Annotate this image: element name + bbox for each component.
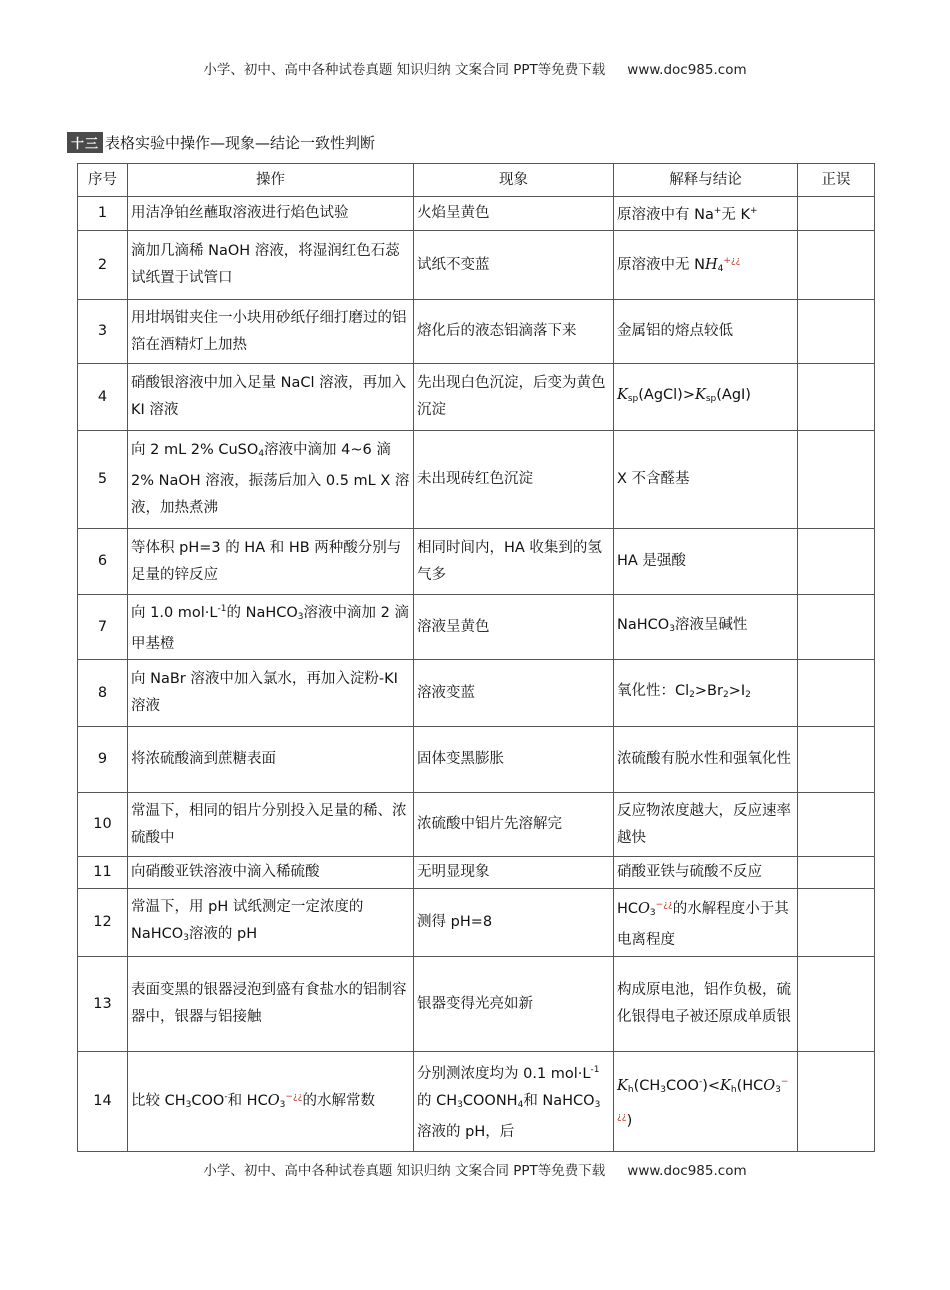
- col-header-conclusion: 解释与结论: [614, 164, 798, 197]
- table-row: [78, 857, 875, 889]
- phenomenon-cell: 溶液变蓝: [414, 660, 614, 727]
- phenomenon-cell: 试纸不变蓝: [414, 231, 614, 300]
- judgment-cell[interactable]: [798, 529, 875, 595]
- judgment-cell[interactable]: [798, 1052, 875, 1152]
- judgment-cell[interactable]: [798, 889, 875, 957]
- operation-cell: 常温下，相同的铝片分别投入足量的稀、浓硫酸中: [128, 793, 414, 857]
- operation-cell: 向硝酸亚铁溶液中滴入稀硫酸: [128, 857, 414, 889]
- col-header-no: 序号: [78, 164, 128, 197]
- operation-cell: 比较 $CH_3COO^-$和 $HCO_3^{-¿¿}$的水解常数: [128, 1052, 414, 1152]
- operation-cell: 用洁净铂丝蘸取溶液进行焰色试验: [128, 197, 414, 231]
- table-header-row: [78, 164, 875, 197]
- judgment-cell[interactable]: [798, 231, 875, 300]
- conclusion-cell: 氧化性：$Cl_2>Br_2>I_2$: [614, 660, 798, 727]
- conclusion-cell: 构成原电池，铝作负极，硫化银得电子被还原成单质银: [614, 957, 798, 1052]
- phenomenon-cell: 固体变黑膨胀: [414, 727, 614, 793]
- section-number-badge: 十三: [67, 132, 103, 153]
- judgment-cell[interactable]: [798, 431, 875, 529]
- conclusion-cell: $K_h(CH_3COO^-)<K_h(HCO_3^{-¿¿})$: [614, 1052, 798, 1152]
- table-row: [78, 889, 875, 957]
- phenomenon-cell: 无明显现象: [414, 857, 614, 889]
- operation-cell: 等体积 pH=3 的 HA 和 HB 两种酸分别与足量的锌反应: [128, 529, 414, 595]
- page-footer: [0, 1159, 950, 1179]
- row-number: 1: [78, 197, 128, 231]
- table-row: [78, 231, 875, 300]
- header-site-link[interactable]: www.doc985.com: [627, 62, 747, 78]
- table-row: [78, 364, 875, 431]
- row-number: 11: [78, 857, 128, 889]
- operation-cell: 将浓硫酸滴到蔗糖表面: [128, 727, 414, 793]
- phenomenon-cell: 未出现砖红色沉淀: [414, 431, 614, 529]
- conclusion-cell: 原溶液中无 $NH_4^{+¿¿}$: [614, 231, 798, 300]
- table-row: [78, 529, 875, 595]
- judgment-cell[interactable]: [798, 364, 875, 431]
- experiment-table: [77, 163, 875, 1152]
- table-row: [78, 197, 875, 231]
- phenomenon-cell: 溶液呈黄色: [414, 595, 614, 660]
- conclusion-cell: HA 是强酸: [614, 529, 798, 595]
- row-number: 6: [78, 529, 128, 595]
- operation-cell: 常温下，用 pH 试纸测定一定浓度的 NaHCO$_3$溶液的 pH: [128, 889, 414, 957]
- judgment-cell[interactable]: [798, 595, 875, 660]
- operation-cell: 滴加几滴稀 NaOH 溶液，将湿润红色石蕊试纸置于试管口: [128, 231, 414, 300]
- col-header-phenomenon: 现象: [414, 164, 614, 197]
- conclusion-cell: 金属铝的熔点较低: [614, 300, 798, 364]
- operation-cell: 向 1.0 $mol\cdot L^{-1}$的 NaHCO$_3$溶液中滴加 2 滴甲基橙: [128, 595, 414, 660]
- conclusion-cell: 反应物浓度越大，反应速率越快: [614, 793, 798, 857]
- row-number: 3: [78, 300, 128, 364]
- header-text: 小学、初中、高中各种试卷真题 知识归纳 文案合同 PPT等免费下载: [203, 62, 606, 78]
- table-row: [78, 300, 875, 364]
- row-number: 14: [78, 1052, 128, 1152]
- operation-cell: 用坩埚钳夹住一小块用砂纸仔细打磨过的铝箔在酒精灯上加热: [128, 300, 414, 364]
- footer-site-link[interactable]: www.doc985.com: [627, 1163, 747, 1179]
- section-title: [67, 131, 375, 153]
- operation-cell: 表面变黑的银器浸泡到盛有食盐水的铝制容器中，银器与铝接触: [128, 957, 414, 1052]
- phenomenon-cell: 浓硫酸中铝片先溶解完: [414, 793, 614, 857]
- conclusion-cell: 浓硫酸有脱水性和强氧化性: [614, 727, 798, 793]
- page-header: [0, 58, 950, 78]
- row-number: 8: [78, 660, 128, 727]
- phenomenon-cell: 熔化后的液态铝滴落下来: [414, 300, 614, 364]
- phenomenon-cell: 先出现白色沉淀，后变为黄色沉淀: [414, 364, 614, 431]
- row-number: 10: [78, 793, 128, 857]
- operation-cell: 向 2 mL 2% CuSO$_4$溶液中滴加 4~6 滴 2% NaOH 溶液，振荡后加入 0.5 mL X 溶液，加热煮沸: [128, 431, 414, 529]
- section-heading: 表格实验中操作—现象—结论一致性判断: [105, 133, 376, 152]
- table-row: [78, 595, 875, 660]
- row-number: 2: [78, 231, 128, 300]
- table-row: [78, 431, 875, 529]
- row-number: 9: [78, 727, 128, 793]
- table-row: [78, 660, 875, 727]
- conclusion-cell: X 不含醛基: [614, 431, 798, 529]
- row-number: 5: [78, 431, 128, 529]
- row-number: 4: [78, 364, 128, 431]
- row-number: 12: [78, 889, 128, 957]
- judgment-cell[interactable]: [798, 793, 875, 857]
- col-header-judgment: 正误: [798, 164, 875, 197]
- judgment-cell[interactable]: [798, 197, 875, 231]
- footer-text: 小学、初中、高中各种试卷真题 知识归纳 文案合同 PPT等免费下载: [203, 1163, 606, 1179]
- conclusion-cell: 原溶液中有 Na+无 K+: [614, 197, 798, 231]
- judgment-cell[interactable]: [798, 727, 875, 793]
- phenomenon-cell: 分别测浓度均为 0.1 $mol\cdot L^{-1}$的 $CH_3COONH_4$和 NaHCO$_3$溶液的 pH，后: [414, 1052, 614, 1152]
- table-row: [78, 793, 875, 857]
- conclusion-cell: $K_{sp}(AgCl)>K_{sp}(AgI)$: [614, 364, 798, 431]
- row-number: 13: [78, 957, 128, 1052]
- table-row: [78, 1052, 875, 1152]
- operation-cell: 向 NaBr 溶液中加入氯水，再加入淀粉-KI 溶液: [128, 660, 414, 727]
- judgment-cell[interactable]: [798, 660, 875, 727]
- phenomenon-cell: 银器变得光亮如新: [414, 957, 614, 1052]
- row-number: 7: [78, 595, 128, 660]
- conclusion-cell: NaHCO$_3$溶液呈碱性: [614, 595, 798, 660]
- judgment-cell[interactable]: [798, 957, 875, 1052]
- judgment-cell[interactable]: [798, 300, 875, 364]
- table-row: [78, 727, 875, 793]
- table-row: [78, 957, 875, 1052]
- conclusion-cell: 硝酸亚铁与硫酸不反应: [614, 857, 798, 889]
- phenomenon-cell: 相同时间内，HA 收集到的氢气多: [414, 529, 614, 595]
- conclusion-cell: $HCO_3^{-¿¿}$的水解程度小于其电离程度: [614, 889, 798, 957]
- phenomenon-cell: 测得 pH=8: [414, 889, 614, 957]
- phenomenon-cell: 火焰呈黄色: [414, 197, 614, 231]
- operation-cell: 硝酸银溶液中加入足量 NaCl 溶液，再加入 KI 溶液: [128, 364, 414, 431]
- col-header-operation: 操作: [128, 164, 414, 197]
- judgment-cell[interactable]: [798, 857, 875, 889]
